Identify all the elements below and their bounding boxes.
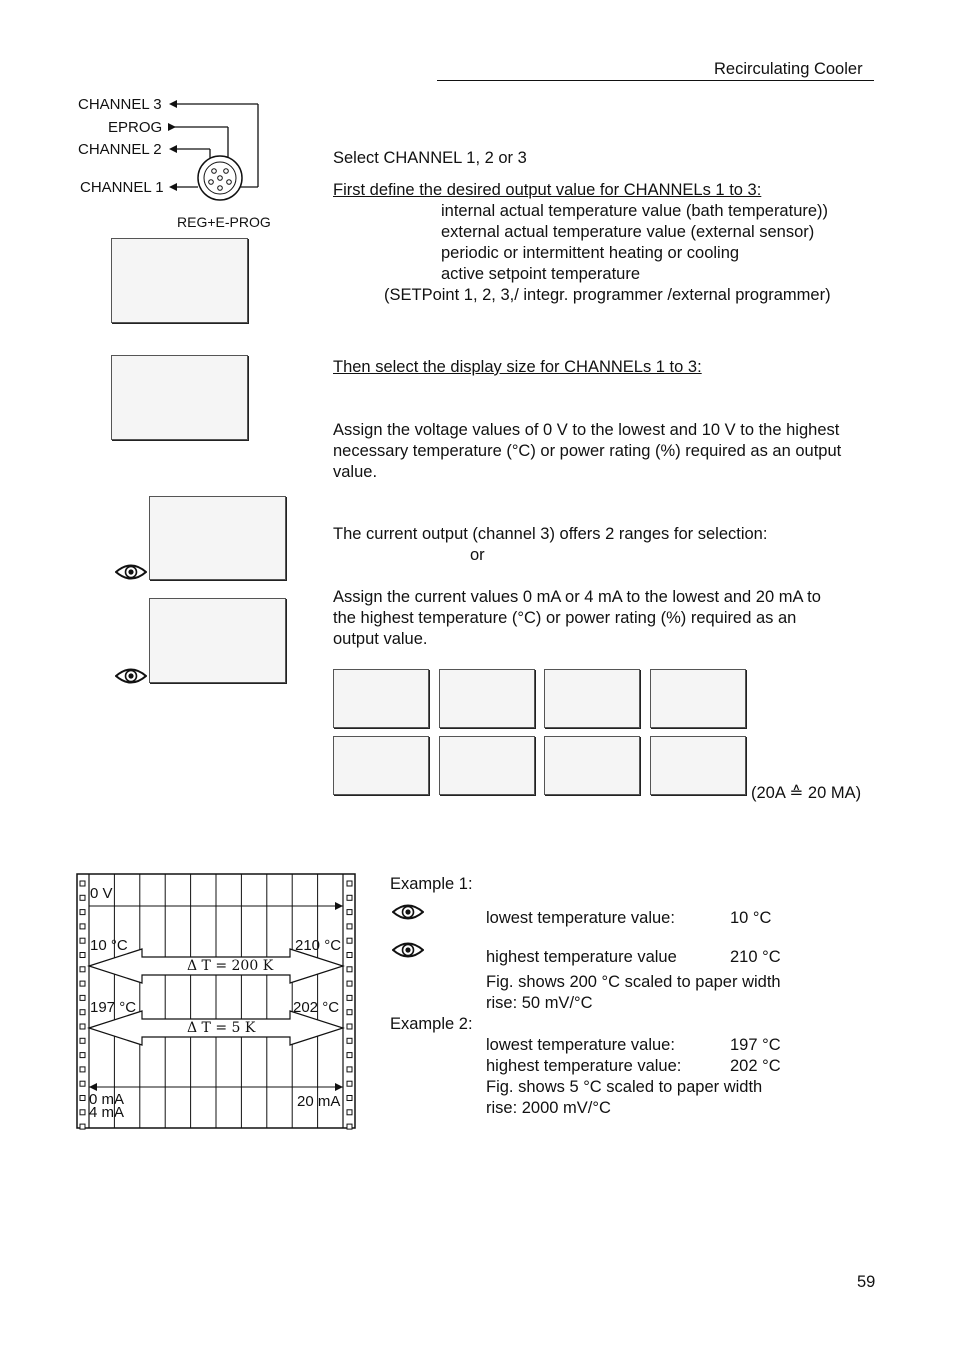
current-display-panel xyxy=(650,669,746,728)
chart-label-10c: 10 °C xyxy=(90,937,128,954)
display-panel-4 xyxy=(149,598,286,683)
current-display-panel xyxy=(544,669,640,728)
example-1-fig: Fig. shows 200 °C scaled to paper width xyxy=(486,973,781,991)
example-1-high-value: 210 °C xyxy=(730,948,781,966)
current-display-panel xyxy=(439,669,535,728)
paper-perforation xyxy=(80,924,85,929)
option-periodic: periodic or intermittent heating or cooling xyxy=(441,244,740,262)
paper-perforation xyxy=(80,1110,85,1115)
chart-label-202c: 202 °C xyxy=(293,999,340,1016)
current-para-line: Assign the current values 0 mA or 4 mA to the lowest and 20 mA to xyxy=(333,588,821,606)
paper-perforation xyxy=(80,1024,85,1029)
chart-label-dt5: Δ T = 5 K xyxy=(187,1020,256,1036)
paper-perforation xyxy=(80,1124,85,1129)
paper-perforation xyxy=(80,967,85,972)
example-2-fig: Fig. shows 5 °C scaled to paper width xyxy=(486,1078,763,1096)
connector-label-channel-2: CHANNEL 2 xyxy=(78,141,162,158)
option-setpoint: active setpoint temperature xyxy=(441,265,641,283)
paper-perforation xyxy=(80,995,85,1000)
chart-label-210c: 210 °C xyxy=(295,937,342,954)
display-panel-2 xyxy=(111,355,248,440)
example-1-title: Example 1: xyxy=(390,875,473,893)
connector-label-eprog: EPROG xyxy=(108,119,163,136)
chart-label-dt200: Δ T = 200 K xyxy=(187,958,274,974)
paper-perforation xyxy=(80,981,85,986)
current-para-line: output value. xyxy=(333,630,428,648)
example-1-rise: rise: 50 mV/°C xyxy=(486,994,593,1012)
paper-perforation xyxy=(80,1067,85,1072)
example-2-rise: rise: 2000 mV/°C xyxy=(486,1099,611,1117)
option-external: external actual temperature value (external sensor) xyxy=(441,223,815,241)
example-2-low-label: lowest temperature value: xyxy=(486,1036,675,1054)
paper-perforation xyxy=(347,1081,352,1086)
current-display-panel xyxy=(333,736,429,795)
paper-perforation xyxy=(347,981,352,986)
eye-icon xyxy=(392,940,424,960)
chart-label-197c: 197 °C xyxy=(90,999,137,1016)
current-display-panel xyxy=(544,736,640,795)
options-note: (SETPoint 1, 2, 3,/ integr. programmer /external programmer) xyxy=(384,286,831,304)
paper-perforation xyxy=(347,910,352,915)
paper-perforation xyxy=(347,924,352,929)
paper-perforation xyxy=(347,1053,352,1058)
example-1-low-label: lowest temperature value: xyxy=(486,909,675,927)
paper-perforation xyxy=(347,967,352,972)
paper-perforation xyxy=(347,1110,352,1115)
example-1-high-label: highest temperature value xyxy=(486,948,677,966)
paper-perforation xyxy=(347,1038,352,1043)
current-display-panel xyxy=(333,669,429,728)
example-2-high-label: highest temperature value: xyxy=(486,1057,682,1075)
paper-perforation xyxy=(347,995,352,1000)
connector-label-channel-1: CHANNEL 1 xyxy=(80,179,164,196)
paper-perforation xyxy=(347,1024,352,1029)
paper-perforation xyxy=(80,1010,85,1015)
select-channel-text: Select CHANNEL 1, 2 or 3 xyxy=(333,149,527,167)
option-internal: internal actual temperature value (bath temperature)) xyxy=(441,202,829,220)
voltage-para-line: necessary temperature (°C) or power rating (%) required as an output xyxy=(333,442,842,460)
paper-perforation xyxy=(80,1096,85,1101)
voltage-para-line: value. xyxy=(333,463,378,481)
paper-perforation xyxy=(347,1010,352,1015)
paper-perforation xyxy=(80,895,85,900)
paper-perforation xyxy=(347,881,352,886)
example-2-high-value: 202 °C xyxy=(730,1057,781,1075)
chart-label-0ma: 0 mA xyxy=(89,1091,125,1108)
paper-perforation xyxy=(80,1053,85,1058)
voltage-para-line: Assign the voltage values of 0 V to the lowest and 10 V to the highest xyxy=(333,421,840,439)
paper-perforation xyxy=(347,1067,352,1072)
paper-perforation xyxy=(347,895,352,900)
chart-label-0v: 0 V xyxy=(90,885,113,902)
connector-label-channel-3: CHANNEL 3 xyxy=(78,96,162,113)
paper-perforation xyxy=(80,953,85,958)
current-para-line: the highest temperature (°C) or power rating (%) required as an xyxy=(333,609,797,627)
paper-perforation xyxy=(80,881,85,886)
example-1-low-value: 10 °C xyxy=(730,909,772,927)
paper-perforation xyxy=(347,953,352,958)
paper-perforation xyxy=(80,938,85,943)
paper-perforation xyxy=(347,1096,352,1101)
display-panel-1 xyxy=(111,238,248,323)
current-ranges-text: The current output (channel 3) offers 2 ranges for selection: xyxy=(333,525,768,543)
paper-perforation xyxy=(347,938,352,943)
paper-perforation xyxy=(80,1081,85,1086)
paper-perforation xyxy=(347,1124,352,1129)
chart-label-4ma: 4 mA xyxy=(89,1104,125,1121)
header-rule xyxy=(437,80,874,81)
example-2-title: Example 2: xyxy=(390,1015,473,1033)
paper-perforation xyxy=(80,910,85,915)
display-size-heading: Then select the display size for CHANNELs 1 to 3: xyxy=(333,358,702,376)
current-display-panel xyxy=(439,736,535,795)
page-number: 59 xyxy=(857,1273,876,1291)
connector-caption: REG+E-PROG xyxy=(177,214,271,230)
eye-icon xyxy=(115,666,147,686)
display-panel-3 xyxy=(149,496,286,580)
current-note: (20A ≙ 20 MA) xyxy=(751,784,862,802)
eye-icon xyxy=(392,902,424,922)
chart-label-20ma: 20 mA xyxy=(297,1093,341,1110)
example-2-low-value: 197 °C xyxy=(730,1036,781,1054)
define-output-heading: First define the desired output value for CHANNELs 1 to 3: xyxy=(333,181,762,199)
paper-perforation xyxy=(80,1038,85,1043)
or-text: or xyxy=(470,546,485,564)
eye-icon xyxy=(115,562,147,582)
header-title: Recirculating Cooler xyxy=(714,60,863,78)
current-display-panel xyxy=(650,736,746,795)
